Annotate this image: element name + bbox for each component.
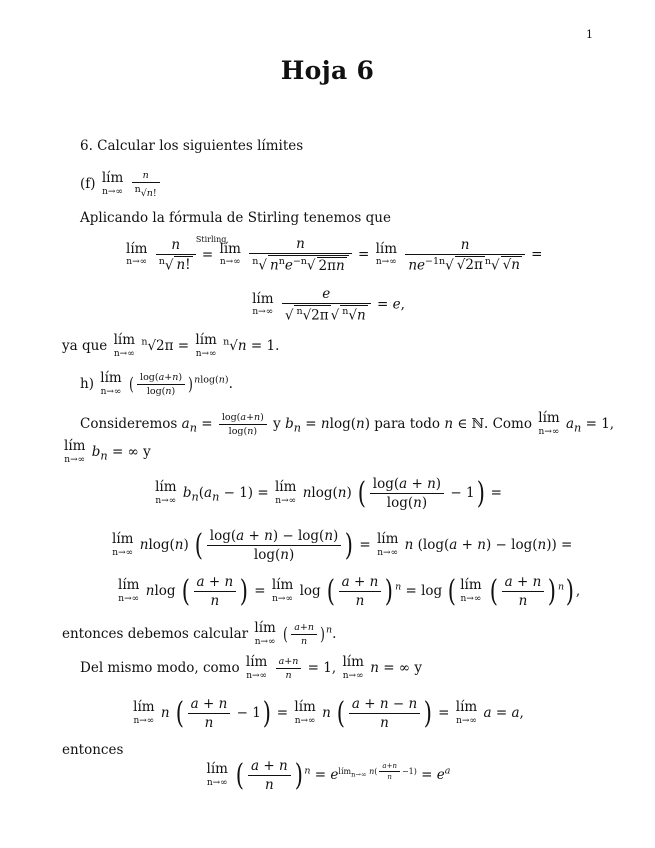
stirling-label: Stirling [195,234,227,244]
entonces-debemos: entonces debemos calcular lím n→∞ ( $\frac{a+n}{n}$ )$^n$. [62,620,337,647]
item-h: h) lím n→∞ ( $\frac{\log(a+n)}{\log(n)}$ )$^{nlog(n)}$. [80,370,233,397]
fraction: $\frac{n}{^n√n!}$ [132,170,160,199]
exercise-heading: 6. Calcular los siguientes límites [80,138,304,154]
page-title: Hoja 6 [280,56,375,85]
equation-log-power: lím n→∞ nlog ( $\frac{a + n}{n}$ ) = lím n→∞ log ( $\frac{a + n}{n}$ ) $^n$ = log ( lím n→∞ ( $\frac{a + n}{n}$ ) $^n$) , [118,573,581,609]
equation-a: lím n→∞ n ( $\frac{a + n}{n}$ − 1) = lím n→∞ n ( $\frac{a + n - n}{n}$ ) = lím n→∞ a = a, [133,695,524,731]
equation-e: lím n→∞ $\frac{e}{√ ^n√2\pi √ ^n√n}$ = e, [252,286,405,324]
equation-stirling: lím n→∞ $\frac{n}{^n√ n!}$ Stirling = lím n→∞ $\frac{n}{^n√ n^ne^{-n}√ 2\pi n}$ = lím n→∞ $\frac{n}{ne^{-1n}√ √2\pi ^n√ √n}$ = [126,234,543,274]
equation-final: lím n→∞ ( $\frac{a + n}{n}$ ) $^n = e^{lím_{n\to\infty} n( \frac{a+n}{n} -1)} = e^a$ [206,757,451,793]
stirling-intro: Aplicando la fórmula de Stirling tenemos que [80,210,391,226]
consider-line-2: lím n→∞ $b_n$ = ∞ y [64,438,151,465]
entonces: entonces [62,742,124,758]
limit: lím n→∞ [101,170,124,197]
consider-line: Consideremos $a_n$ = $\frac{\log(a+n)}{\log(n)}$ y $b_n = nlog(n)$ para todo n ∈ ℕ. Como lím n→∞ $a_n = 1$, [80,410,615,437]
item-f [80,170,162,199]
equation-bn: lím n→∞ $b_n(a_n - 1)$ = lím n→∞ nlog(n) ( $\frac{\log(a + n)}{\log(n)}$ − 1) = [155,475,502,511]
page-number: 1 [586,28,593,41]
ya-que-line: ya que lím n→∞ $^n$√2π = lím n→∞ $^n$√n = 1. [62,332,280,359]
item-h-label: h) [80,376,94,392]
del-mismo-modo: Del mismo modo, como lím n→∞ $\frac{a+n}{n}$ = 1, lím n→∞ n = ∞ y [80,654,422,681]
equation-log-diff: lím n→∞ nlog(n) ( $\frac{\log(a + n) - \log(n)}{\log(n)}$ ) = lím n→∞ n (log(a + n) − log(n)) = [112,527,573,563]
item-f-label: (f) [80,176,96,193]
